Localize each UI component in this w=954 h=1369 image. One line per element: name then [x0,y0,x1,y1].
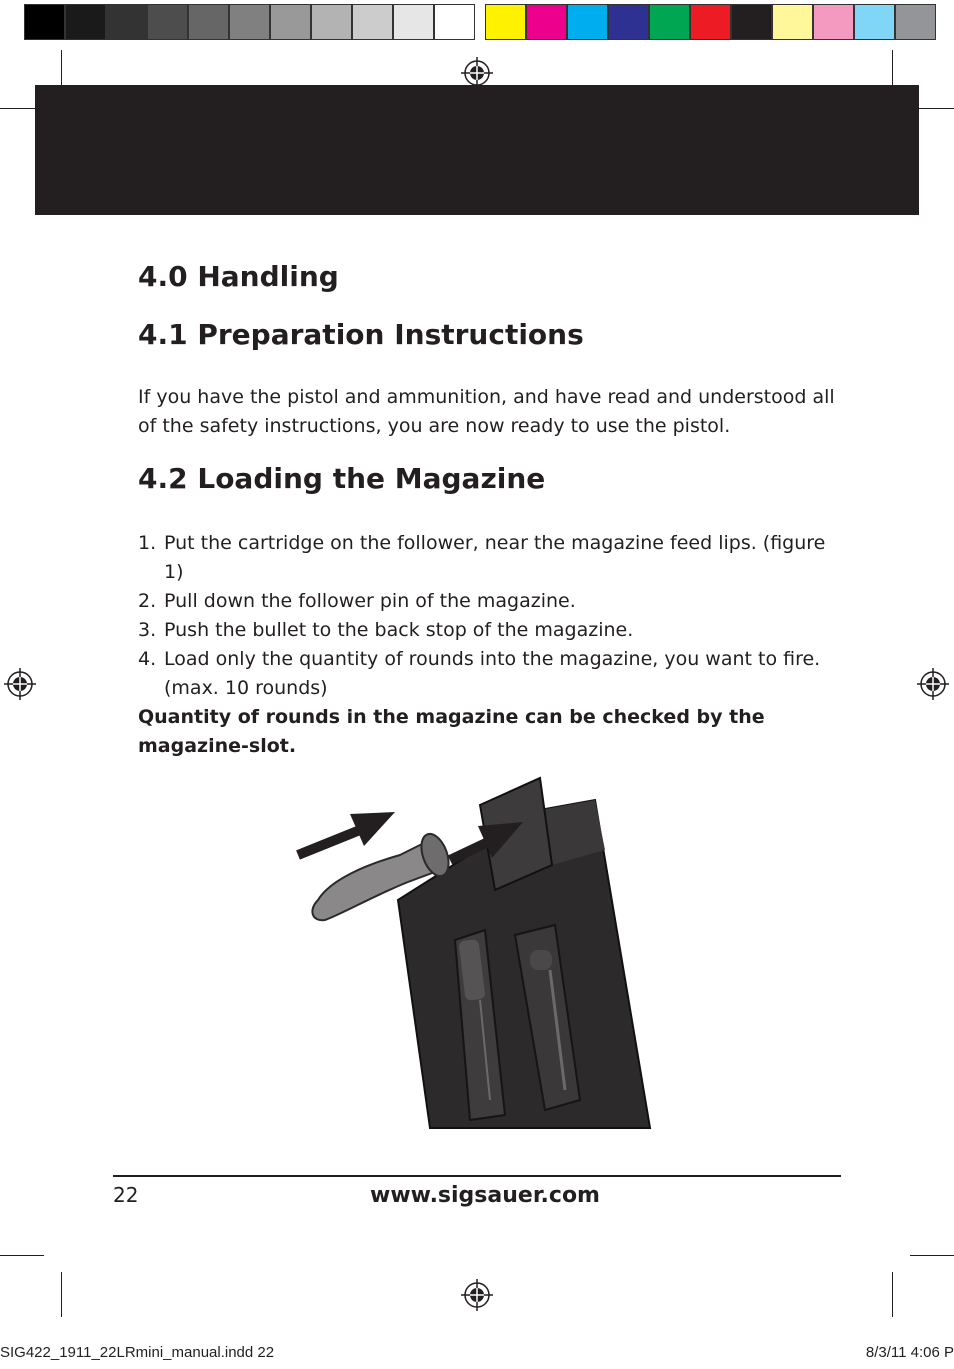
grayscale-swatch [393,4,434,40]
grayscale-swatch [147,4,188,40]
step-text: Put the cartridge on the follower, near the magazine feed lips. (figure 1) [164,532,826,583]
color-swatch [772,4,813,40]
grayscale-swatch [24,4,65,40]
website-link[interactable]: www.sigsauer.com [370,1183,600,1208]
registration-mark-icon [4,668,36,700]
color-swatch [526,4,567,40]
grayscale-swatch [106,4,147,40]
list-item [138,587,838,616]
magazine-loading-figure [290,770,660,1130]
footer-rule [113,1175,841,1177]
loading-steps-list [138,529,838,703]
grayscale-swatch [311,4,352,40]
crop-mark [0,1255,44,1256]
step-number: 1. [138,532,157,554]
registration-mark-icon [917,668,949,700]
print-slug-file: SIG422_1911_22LRmini_manual.indd 22 [0,1344,275,1361]
crop-mark [61,50,62,90]
color-swatch [649,4,690,40]
header-band [35,85,919,215]
crop-mark [61,1272,62,1317]
grayscale-swatch [188,4,229,40]
list-item [138,645,838,703]
grayscale-swatch [270,4,311,40]
grayscale-swatch [65,4,106,40]
preparation-text: If you have the pistol and ammunition, and have read and understood all of the safety instructions, you are now ready to use the pistol. [138,386,835,437]
subsection-heading-loading: 4.2 Loading the Magazine [138,462,546,495]
color-swatch [485,4,526,40]
color-swatch [854,4,895,40]
crop-mark [892,50,893,90]
crop-mark [910,1255,954,1256]
registration-mark-icon [461,1279,493,1311]
grayscale-swatch [352,4,393,40]
grayscale-swatch [229,4,270,40]
grayscale-swatch [434,4,475,40]
step-text: Load only the quantity of rounds into the magazine, you want to fire. (max. 10 rounds) [164,648,821,699]
subsection-heading-preparation: 4.1 Preparation Instructions [138,318,584,351]
step-number: 2. [138,590,157,612]
magazine-slot-note: Quantity of rounds in the magazine can be checked by the magazine-slot. [138,706,765,757]
color-swatch [608,4,649,40]
color-swatch [690,4,731,40]
step-number: 3. [138,619,157,641]
step-number: 4. [138,648,157,670]
color-swatch [567,4,608,40]
section-heading: 4.0 Handling [138,260,339,293]
page-number: 22 [113,1183,139,1207]
list-item [138,529,838,587]
step-text: Push the bullet to the back stop of the magazine. [164,619,634,641]
color-swatch [813,4,854,40]
color-swatch [895,4,936,40]
print-slug-date: 8/3/11 4:06 P [865,1344,954,1361]
color-swatch [731,4,772,40]
step-text: Pull down the follower pin of the magazine. [164,590,576,612]
crop-mark [892,1272,893,1317]
list-item [138,616,838,645]
